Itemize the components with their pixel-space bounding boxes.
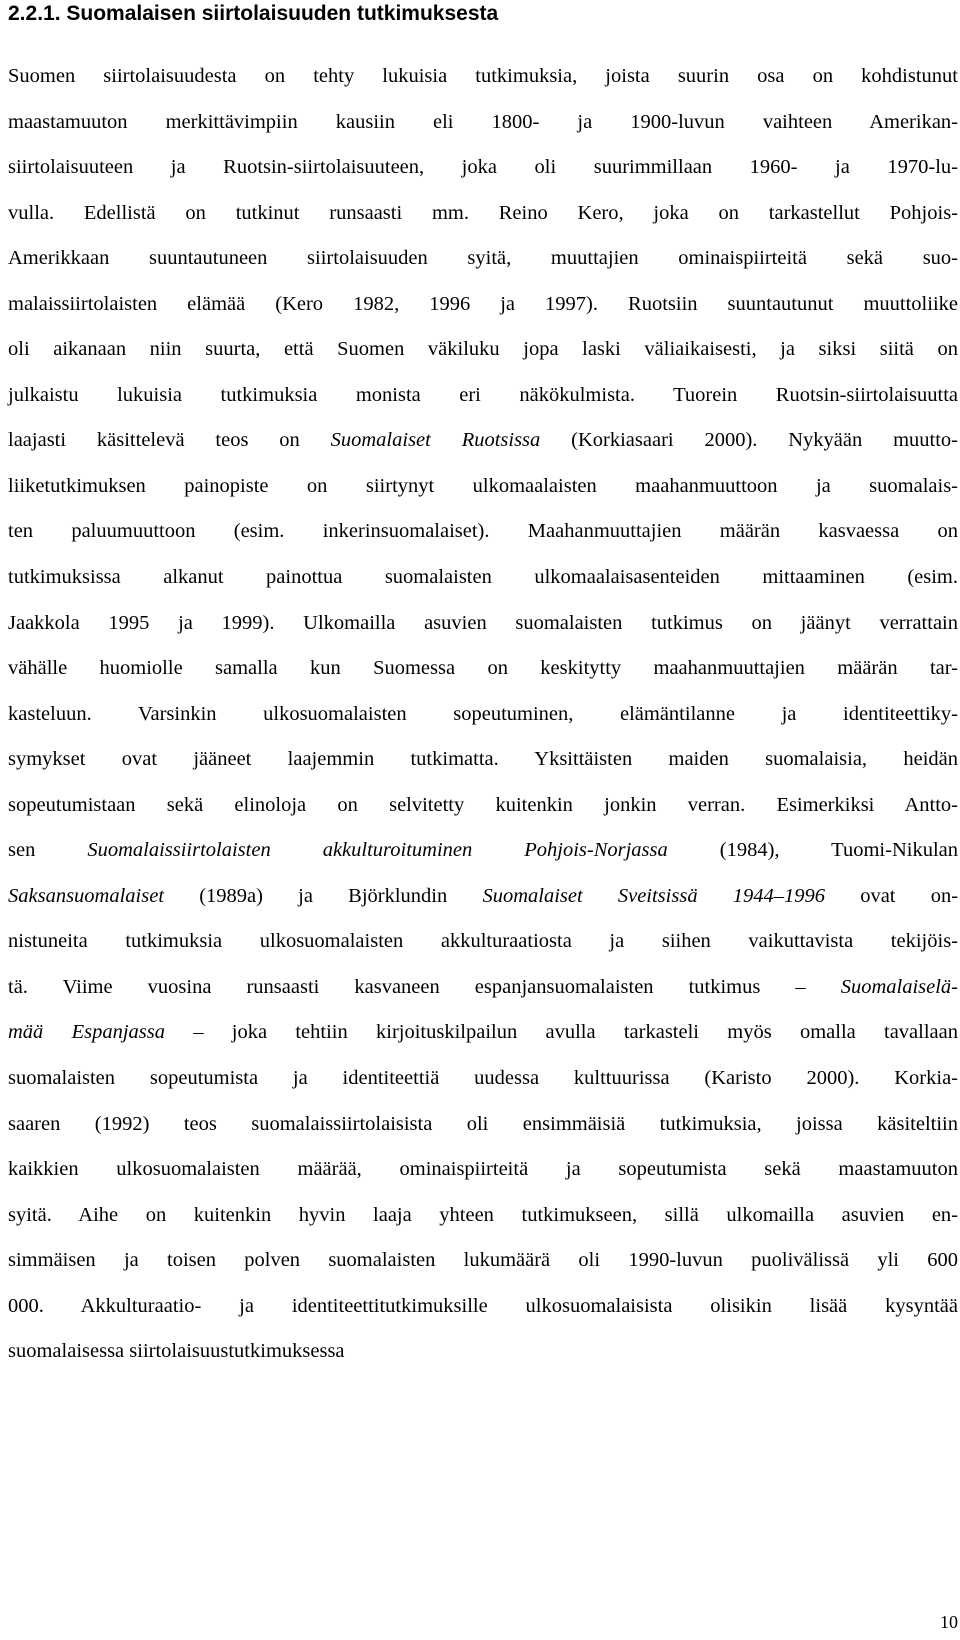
- text-line: [8, 745, 958, 791]
- italic-title: mää Espanjassa: [8, 1021, 165, 1044]
- text-line: [8, 700, 958, 746]
- text-run: simmäisen ja toisen polven suomalaisten lukumäärä oli 1990-luvun puolivälissä yli 600: [8, 1249, 958, 1272]
- text-line: [8, 1110, 958, 1156]
- text-run: siirtolaisuuteen ja Ruotsin-siirtolaisuuteen, joka oli suurimmillaan 1960- ja 1970-lu-: [8, 156, 958, 179]
- text-run: ten paluumuuttoon (esim. inkerinsuomalaiset). Maahanmuuttajien määrän kasvaessa on: [8, 520, 958, 543]
- text-line: [8, 290, 958, 336]
- text-run: (Korkiasaari 2000). Nykyään muutto-: [540, 429, 958, 452]
- text-run: liiketutkimuksen painopiste on siirtynyt ulkomaalaisten maahanmuuttoon ja suomalais-: [8, 474, 958, 497]
- text-run: malaissiirtolaisten elämää (Kero 1982, 1996 ja 1997). Ruotsiin suuntautunut muuttoliike: [8, 292, 958, 315]
- text-line: [8, 563, 958, 609]
- italic-title: Suomalaiset Ruotsissa: [330, 429, 541, 452]
- text-line: [8, 609, 958, 655]
- italic-title: Saksansuomalaiset: [8, 884, 165, 907]
- text-line: [8, 108, 958, 154]
- text-line: [8, 1292, 958, 1338]
- text-line: [8, 1201, 958, 1247]
- text-run: syitä. Aihe on kuitenkin hyvin laaja yhteen tutkimukseen, sillä ulkomailla asuvien en-: [8, 1203, 958, 1226]
- text-run: sopeutumistaan sekä elinoloja on selvitetty kuitenkin jonkin verran. Esimerkiksi Antto-: [8, 793, 958, 816]
- text-run: symykset ovat jääneet laajemmin tutkimatta. Yksittäisten maiden suomalaisia, heidän: [8, 748, 958, 771]
- text-line: [8, 882, 958, 928]
- text-run: julkaistu lukuisia tutkimuksia monista eri näkökulmista. Tuorein Ruotsin-siirtolaisuutta: [8, 383, 958, 406]
- body-paragraph: [8, 62, 958, 1383]
- text-run: vulla. Edellistä on tutkinut runsaasti mm. Reino Kero, joka on tarkastellut Pohjois-: [8, 201, 958, 224]
- text-line: [8, 199, 958, 245]
- text-run: Jaakkola 1995 ja 1999). Ulkomailla asuvien suomalaisten tutkimus on jäänyt verrattain: [8, 611, 958, 634]
- italic-title: Suomalaiselä-: [840, 975, 958, 998]
- text-line: [8, 1246, 958, 1292]
- text-run: (1984), Tuomi-Nikulan: [667, 839, 958, 862]
- text-line: [8, 381, 958, 427]
- text-line: [8, 1018, 958, 1064]
- text-line: [8, 244, 958, 290]
- text-run: sen: [8, 839, 88, 862]
- text-run: tä. Viime vuosina runsaasti kasvaneen espanjansuomalaisten tutkimus –: [8, 975, 841, 998]
- text-line: [8, 517, 958, 563]
- text-line: [8, 973, 958, 1019]
- text-line: [8, 791, 958, 837]
- page-number: 10: [940, 1612, 958, 1632]
- text-run: oli aikanaan niin suurta, että Suomen väkiluku jopa laski väliaikaisesti, ja siksi siitä on: [8, 338, 958, 361]
- text-line: [8, 335, 958, 381]
- text-line: [8, 654, 958, 700]
- text-run: – joka tehtiin kirjoituskilpailun avulla tarkasteli myös omalla tavallaan: [164, 1021, 958, 1044]
- text-line: [8, 927, 958, 973]
- text-run: saaren (1992) teos suomalaissiirtolaisista oli ensimmäisiä tutkimuksia, joissa käsiteltiin: [8, 1112, 958, 1135]
- text-line: [8, 1155, 958, 1201]
- text-run: kasteluun. Varsinkin ulkosuomalaisten sopeutuminen, elämäntilanne ja identiteettiky-: [8, 702, 958, 725]
- text-run: suomalaisessa siirtolaisuustutkimuksessa: [8, 1340, 345, 1363]
- text-line: [8, 1064, 958, 1110]
- text-line: [8, 836, 958, 882]
- text-run: vähälle huomiolle samalla kun Suomessa on keskitytty maahanmuuttajien määrän tar-: [8, 657, 958, 680]
- text-line: [8, 62, 958, 108]
- text-run: Suomen siirtolaisuudesta on tehty lukuisia tutkimuksia, joista suurin osa on kohdistunut: [8, 65, 958, 87]
- text-run: ovat on-: [825, 884, 959, 907]
- text-line: [8, 153, 958, 199]
- italic-title: Suomalaiset Sveitsissä 1944–1996: [482, 884, 826, 907]
- text-run: suomalaisten sopeutumista ja identiteettiä uudessa kulttuurissa (Karisto 2000). Korkia-: [8, 1067, 958, 1090]
- italic-title: Suomalaissiirtolaisten akkulturoituminen Pohjois-Norjassa: [87, 839, 668, 862]
- text-run: 000. Akkulturaatio- ja identiteettitutkimuksille ulkosuomalaisista olisikin lisää kysyntää: [8, 1294, 958, 1317]
- text-run: tutkimuksissa alkanut painottua suomalaisten ulkomaalaisasenteiden mittaaminen (esim.: [8, 566, 958, 589]
- text-run: (1989a) ja Björklundin: [164, 884, 483, 907]
- text-run: nistuneita tutkimuksia ulkosuomalaisten akkulturaatiosta ja siihen vaikuttavista tekijöis-: [8, 930, 958, 953]
- text-line: [8, 426, 958, 472]
- section-heading: 2.2.1. Suomalaisen siirtolaisuuden tutkimuksesta: [8, 2, 499, 25]
- text-run: laajasti käsittelevä teos on: [8, 429, 331, 452]
- text-line: [8, 472, 958, 518]
- text-line: [8, 1337, 958, 1383]
- text-run: maastamuuton merkittävimpiin kausiin eli 1800- ja 1900-luvun vaihteen Amerikan-: [8, 110, 958, 133]
- text-run: kaikkien ulkosuomalaisten määrää, ominaispiirteitä ja sopeutumista sekä maastamuuton: [8, 1158, 958, 1181]
- text-run: Amerikkaan suuntautuneen siirtolaisuuden syitä, muuttajien ominaispiirteitä sekä suo-: [8, 247, 958, 270]
